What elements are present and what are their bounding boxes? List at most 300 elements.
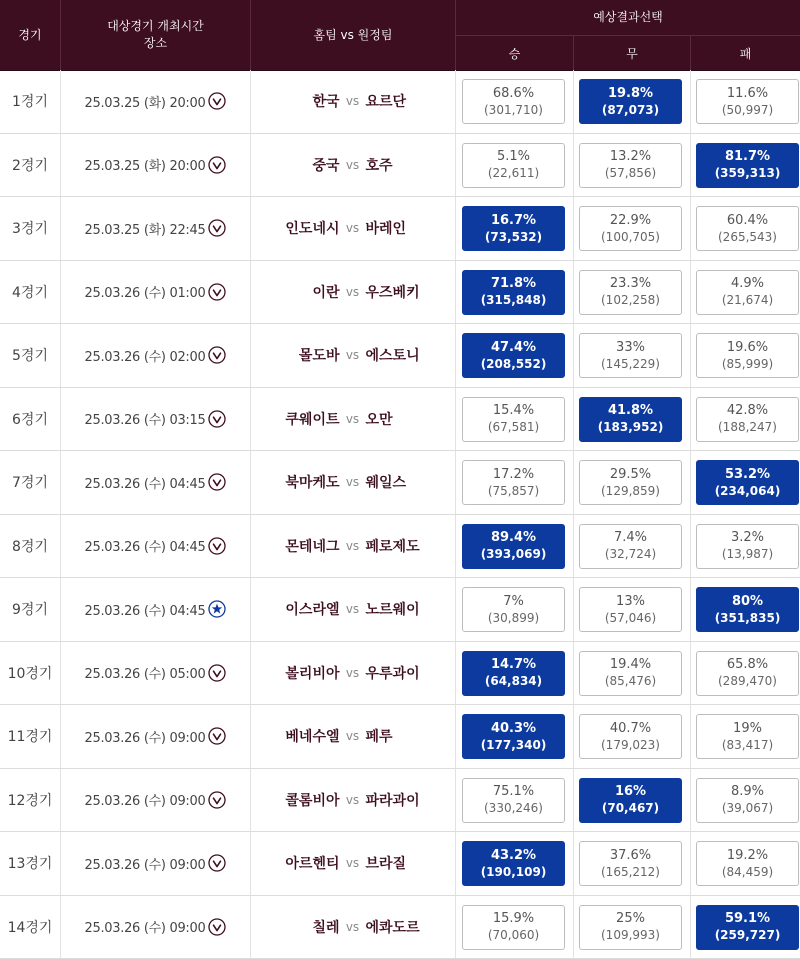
game-number: 6경기 xyxy=(0,388,60,451)
match-time xyxy=(61,578,250,641)
table-row xyxy=(0,261,800,325)
table-row xyxy=(0,70,800,134)
row-divider xyxy=(455,769,456,832)
match-time xyxy=(61,705,250,768)
match-teams xyxy=(251,451,454,514)
pick-count: (165,212) xyxy=(601,864,660,881)
pick-draw-button[interactable] xyxy=(579,333,682,378)
pick-lose-button[interactable] xyxy=(696,651,799,696)
pick-percent: 17.2% xyxy=(493,466,534,483)
pick-win-button[interactable] xyxy=(462,587,565,632)
pick-count: (73,532) xyxy=(485,229,542,246)
pick-lose-button[interactable] xyxy=(696,79,799,124)
header-predict: 예상결과선택 xyxy=(456,0,800,35)
row-divider xyxy=(690,261,691,324)
pick-count: (21,674) xyxy=(722,292,773,309)
pick-draw-button[interactable] xyxy=(579,397,682,442)
pick-count: (39,067) xyxy=(722,800,773,817)
pick-draw-button[interactable] xyxy=(579,587,682,632)
pick-percent: 37.6% xyxy=(610,847,651,864)
home-team: 몬테네그 xyxy=(254,536,340,556)
location-pin-icon[interactable] xyxy=(208,92,226,110)
match-time xyxy=(61,388,250,451)
header-time-label: 대상경기 개최시간 xyxy=(107,18,204,35)
pick-percent: 89.4% xyxy=(491,529,536,546)
pick-percent: 19% xyxy=(733,720,762,737)
pick-percent: 41.8% xyxy=(608,402,653,419)
pick-lose-button[interactable] xyxy=(696,778,799,823)
pick-percent: 11.6% xyxy=(727,85,768,102)
match-time xyxy=(61,70,250,133)
row-divider xyxy=(573,642,574,705)
row-divider xyxy=(573,197,574,260)
location-pin-icon[interactable] xyxy=(208,346,226,364)
pick-percent: 15.9% xyxy=(493,910,534,927)
table-row xyxy=(0,896,800,959)
pick-count: (13,987) xyxy=(722,546,773,563)
pick-percent: 42.8% xyxy=(727,402,768,419)
pick-count: (64,834) xyxy=(485,673,542,690)
game-number: 10경기 xyxy=(0,642,60,705)
location-pin-icon[interactable] xyxy=(208,727,226,745)
pick-count: (351,835) xyxy=(715,610,781,627)
match-teams xyxy=(251,70,454,133)
row-divider xyxy=(455,896,456,959)
pick-draw-button[interactable] xyxy=(579,651,682,696)
match-time-text: 25.03.25 (화) 20:00 xyxy=(85,92,206,111)
row-divider xyxy=(455,70,456,133)
away-team: 요르단 xyxy=(366,91,452,111)
pick-draw-button[interactable] xyxy=(579,524,682,569)
pick-win-button[interactable] xyxy=(462,651,565,696)
away-team: 에스토니 xyxy=(366,345,452,365)
away-team: 바레인 xyxy=(366,218,452,238)
row-divider xyxy=(455,197,456,260)
pick-win-button[interactable] xyxy=(462,79,565,124)
pick-win-button[interactable] xyxy=(462,778,565,823)
match-time xyxy=(61,769,250,832)
location-pin-icon[interactable] xyxy=(208,791,226,809)
match-time xyxy=(61,896,250,959)
pick-lose-button[interactable] xyxy=(696,333,799,378)
pick-lose-button[interactable] xyxy=(696,524,799,569)
vs-label: vs xyxy=(340,285,366,299)
row-divider xyxy=(690,769,691,832)
pick-count: (190,109) xyxy=(481,864,547,881)
match-teams xyxy=(251,578,454,641)
match-time-text: 25.03.26 (수) 09:00 xyxy=(85,917,206,936)
table-row xyxy=(0,705,800,769)
pick-win-button[interactable] xyxy=(462,143,565,188)
table-row xyxy=(0,134,800,198)
location-pin-icon[interactable] xyxy=(208,918,226,936)
vs-label: vs xyxy=(340,158,366,172)
row-divider xyxy=(573,324,574,387)
match-teams xyxy=(251,515,454,578)
row-divider xyxy=(455,705,456,768)
table-row xyxy=(0,769,800,833)
pick-percent: 7% xyxy=(503,593,524,610)
table-row xyxy=(0,451,800,515)
pick-draw-button[interactable] xyxy=(579,206,682,251)
pick-count: (85,476) xyxy=(605,673,656,690)
home-team: 칠레 xyxy=(254,917,340,937)
pick-count: (208,552) xyxy=(481,356,547,373)
location-pin-icon[interactable] xyxy=(208,283,226,301)
game-number: 2경기 xyxy=(0,134,60,197)
home-team: 몰도바 xyxy=(254,345,340,365)
pick-draw-button[interactable] xyxy=(579,270,682,315)
pick-count: (179,023) xyxy=(601,737,660,754)
pick-count: (67,581) xyxy=(488,419,539,436)
match-time-text: 25.03.26 (수) 01:00 xyxy=(85,282,206,301)
pick-count: (359,313) xyxy=(715,165,781,182)
match-teams xyxy=(251,388,454,451)
table-body xyxy=(0,70,800,959)
pick-percent: 14.7% xyxy=(491,656,536,673)
pick-win-button[interactable] xyxy=(462,714,565,759)
home-team: 이스라엘 xyxy=(254,599,340,619)
pick-count: (57,046) xyxy=(605,610,656,627)
vs-label: vs xyxy=(340,729,366,743)
match-teams xyxy=(251,769,454,832)
pick-percent: 53.2% xyxy=(725,466,770,483)
pick-count: (289,470) xyxy=(718,673,777,690)
pick-count: (70,467) xyxy=(602,800,659,817)
away-team: 페루 xyxy=(366,726,452,746)
row-divider xyxy=(573,134,574,197)
game-number: 9경기 xyxy=(0,578,60,641)
vs-label: vs xyxy=(340,94,366,108)
pick-win-button[interactable] xyxy=(462,270,565,315)
prediction-table xyxy=(0,0,800,71)
match-time-text: 25.03.26 (수) 04:45 xyxy=(85,536,206,555)
pick-percent: 16% xyxy=(615,783,646,800)
game-number: 12경기 xyxy=(0,769,60,832)
row-divider xyxy=(690,642,691,705)
away-team: 에콰도르 xyxy=(366,917,452,937)
match-time-text: 25.03.26 (수) 04:45 xyxy=(85,473,206,492)
pick-draw-button[interactable] xyxy=(579,905,682,950)
pick-percent: 19.2% xyxy=(727,847,768,864)
pick-percent: 13.2% xyxy=(610,148,651,165)
row-divider xyxy=(690,197,691,260)
pick-percent: 40.3% xyxy=(491,720,536,737)
row-divider xyxy=(573,705,574,768)
pick-draw-button[interactable] xyxy=(579,143,682,188)
home-team: 콜롬비아 xyxy=(254,790,340,810)
location-pin-icon[interactable] xyxy=(208,854,226,872)
pick-count: (85,999) xyxy=(722,356,773,373)
table-row xyxy=(0,642,800,706)
pick-win-button[interactable] xyxy=(462,397,565,442)
row-divider xyxy=(455,261,456,324)
away-team: 웨일스 xyxy=(366,472,452,492)
pick-percent: 40.7% xyxy=(610,720,651,737)
table-row xyxy=(0,388,800,452)
home-team: 한국 xyxy=(254,91,340,111)
header-venue-label: 장소 xyxy=(144,35,167,52)
pick-count: (87,073) xyxy=(602,102,659,119)
pick-percent: 4.9% xyxy=(731,275,764,292)
vs-label: vs xyxy=(340,856,366,870)
match-time-text: 25.03.25 (화) 20:00 xyxy=(85,155,206,174)
vs-label: vs xyxy=(340,539,366,553)
pick-percent: 68.6% xyxy=(493,85,534,102)
game-number: 3경기 xyxy=(0,197,60,260)
row-divider xyxy=(690,451,691,514)
pick-count: (145,229) xyxy=(601,356,660,373)
row-divider xyxy=(455,451,456,514)
match-time-text: 25.03.26 (수) 09:00 xyxy=(85,790,206,809)
pick-count: (265,543) xyxy=(718,229,777,246)
match-time xyxy=(61,261,250,324)
pick-percent: 19.8% xyxy=(608,85,653,102)
table-row xyxy=(0,324,800,388)
pick-draw-button[interactable] xyxy=(579,778,682,823)
table-row xyxy=(0,515,800,579)
home-team: 인도네시 xyxy=(254,218,340,238)
table-header xyxy=(0,0,800,71)
game-number: 7경기 xyxy=(0,451,60,514)
pick-percent: 65.8% xyxy=(727,656,768,673)
row-divider xyxy=(690,578,691,641)
game-number: 11경기 xyxy=(0,705,60,768)
match-teams xyxy=(251,896,454,959)
pick-percent: 60.4% xyxy=(727,212,768,229)
vs-label: vs xyxy=(340,475,366,489)
match-time-text: 25.03.26 (수) 03:15 xyxy=(85,409,206,428)
pick-draw-button[interactable] xyxy=(579,79,682,124)
row-divider xyxy=(573,832,574,895)
location-pin-icon[interactable] xyxy=(208,410,226,428)
pick-count: (129,859) xyxy=(601,483,660,500)
match-time-text: 25.03.26 (수) 02:00 xyxy=(85,346,206,365)
vs-label: vs xyxy=(340,348,366,362)
pick-percent: 19.6% xyxy=(727,339,768,356)
pick-count: (83,417) xyxy=(722,737,773,754)
header-time-venue xyxy=(61,0,250,70)
pick-count: (330,246) xyxy=(484,800,543,817)
pick-percent: 13% xyxy=(616,593,645,610)
pick-win-button[interactable] xyxy=(462,206,565,251)
pick-percent: 22.9% xyxy=(610,212,651,229)
match-teams xyxy=(251,261,454,324)
vs-label: vs xyxy=(340,920,366,934)
table-row xyxy=(0,578,800,642)
row-divider xyxy=(690,705,691,768)
pick-lose-button[interactable] xyxy=(696,206,799,251)
row-divider xyxy=(573,578,574,641)
pick-lose-button[interactable] xyxy=(696,905,799,950)
away-team: 브라질 xyxy=(366,853,452,873)
match-teams xyxy=(251,197,454,260)
row-divider xyxy=(690,324,691,387)
match-time xyxy=(61,451,250,514)
match-time-text: 25.03.25 (화) 22:45 xyxy=(85,219,206,238)
pick-win-button[interactable] xyxy=(462,841,565,886)
home-team: 쿠웨이트 xyxy=(254,409,340,429)
game-number: 8경기 xyxy=(0,515,60,578)
row-divider xyxy=(455,578,456,641)
pick-count: (70,060) xyxy=(488,927,539,944)
row-divider xyxy=(690,515,691,578)
home-team: 이란 xyxy=(254,282,340,302)
game-number: 1경기 xyxy=(0,70,60,133)
vs-label: vs xyxy=(340,221,366,235)
match-time-text: 25.03.26 (수) 09:00 xyxy=(85,854,206,873)
pick-lose-button[interactable] xyxy=(696,460,799,505)
pick-percent: 59.1% xyxy=(725,910,770,927)
pick-count: (188,247) xyxy=(718,419,777,436)
match-teams xyxy=(251,324,454,387)
pick-percent: 23.3% xyxy=(610,275,651,292)
match-time xyxy=(61,324,250,387)
row-divider xyxy=(455,642,456,705)
pick-percent: 8.9% xyxy=(731,783,764,800)
match-time-text: 25.03.26 (수) 05:00 xyxy=(85,663,206,682)
match-teams xyxy=(251,832,454,895)
away-team: 호주 xyxy=(366,155,452,175)
match-teams xyxy=(251,642,454,705)
row-divider xyxy=(690,70,691,133)
row-divider xyxy=(573,70,574,133)
row-divider xyxy=(690,896,691,959)
pick-lose-button[interactable] xyxy=(696,714,799,759)
pick-win-button[interactable] xyxy=(462,460,565,505)
pick-lose-button[interactable] xyxy=(696,270,799,315)
row-divider xyxy=(573,769,574,832)
pick-count: (259,727) xyxy=(715,927,781,944)
pick-count: (177,340) xyxy=(481,737,547,754)
pick-win-button[interactable] xyxy=(462,333,565,378)
row-divider xyxy=(455,832,456,895)
pick-count: (57,856) xyxy=(605,165,656,182)
pick-draw-button[interactable] xyxy=(579,841,682,886)
away-team: 페로제도 xyxy=(366,536,452,556)
match-time xyxy=(61,134,250,197)
game-number: 14경기 xyxy=(0,896,60,959)
pick-win-button[interactable] xyxy=(462,905,565,950)
pick-lose-button[interactable] xyxy=(696,397,799,442)
pick-percent: 43.2% xyxy=(491,847,536,864)
row-divider xyxy=(573,515,574,578)
vs-label: vs xyxy=(340,412,366,426)
pick-count: (22,611) xyxy=(488,165,539,182)
vs-label: vs xyxy=(340,602,366,616)
vs-label: vs xyxy=(340,666,366,680)
pick-draw-button[interactable] xyxy=(579,460,682,505)
pick-count: (315,848) xyxy=(481,292,547,309)
pick-percent: 15.4% xyxy=(493,402,534,419)
pick-lose-button[interactable] xyxy=(696,587,799,632)
pick-percent: 29.5% xyxy=(610,466,651,483)
pick-percent: 80% xyxy=(732,593,763,610)
row-divider xyxy=(455,134,456,197)
row-divider xyxy=(455,388,456,451)
pick-percent: 19.4% xyxy=(610,656,651,673)
home-team: 베네수엘 xyxy=(254,726,340,746)
location-pin-icon[interactable] xyxy=(208,156,226,174)
match-time xyxy=(61,515,250,578)
row-divider xyxy=(455,324,456,387)
pick-count: (109,993) xyxy=(601,927,660,944)
row-divider xyxy=(455,515,456,578)
pick-count: (32,724) xyxy=(605,546,656,563)
match-time xyxy=(61,197,250,260)
away-team: 오만 xyxy=(366,409,452,429)
table-row xyxy=(0,197,800,261)
pick-count: (102,258) xyxy=(601,292,660,309)
row-divider xyxy=(573,896,574,959)
row-divider xyxy=(690,388,691,451)
header-teams: 홈팀 vs 원정팀 xyxy=(251,0,455,70)
row-divider xyxy=(690,832,691,895)
pick-lose-button[interactable] xyxy=(696,841,799,886)
pick-percent: 33% xyxy=(616,339,645,356)
match-time-text: 25.03.26 (수) 04:45 xyxy=(85,600,206,619)
pick-percent: 47.4% xyxy=(491,339,536,356)
row-divider xyxy=(573,261,574,324)
pick-percent: 81.7% xyxy=(725,148,770,165)
location-pin-icon[interactable] xyxy=(208,473,226,491)
pick-count: (301,710) xyxy=(484,102,543,119)
row-divider xyxy=(573,451,574,514)
pick-percent: 25% xyxy=(616,910,645,927)
pick-count: (183,952) xyxy=(598,419,664,436)
header-lose: 패 xyxy=(691,36,800,70)
away-team: 파라과이 xyxy=(366,790,452,810)
pick-percent: 7.4% xyxy=(614,529,647,546)
pick-count: (100,705) xyxy=(601,229,660,246)
match-teams xyxy=(251,705,454,768)
table-row xyxy=(0,832,800,896)
header-win: 승 xyxy=(456,36,573,70)
pick-percent: 71.8% xyxy=(491,275,536,292)
pick-percent: 3.2% xyxy=(731,529,764,546)
away-team: 우즈베키 xyxy=(366,282,452,302)
pick-count: (50,997) xyxy=(722,102,773,119)
match-time-text: 25.03.26 (수) 09:00 xyxy=(85,727,206,746)
pick-percent: 16.7% xyxy=(491,212,536,229)
pick-count: (75,857) xyxy=(488,483,539,500)
game-number: 5경기 xyxy=(0,324,60,387)
pick-count: (393,069) xyxy=(481,546,547,563)
row-divider xyxy=(573,388,574,451)
header-game: 경기 xyxy=(0,0,60,70)
star-pin-icon[interactable] xyxy=(208,600,226,618)
match-time xyxy=(61,642,250,705)
location-pin-icon[interactable] xyxy=(208,219,226,237)
away-team: 노르웨이 xyxy=(366,599,452,619)
pick-win-button[interactable] xyxy=(462,524,565,569)
location-pin-icon[interactable] xyxy=(208,664,226,682)
game-number: 13경기 xyxy=(0,832,60,895)
pick-count: (84,459) xyxy=(722,864,773,881)
match-teams xyxy=(251,134,454,197)
header-draw: 무 xyxy=(574,36,690,70)
pick-lose-button[interactable] xyxy=(696,143,799,188)
pick-draw-button[interactable] xyxy=(579,714,682,759)
home-team: 중국 xyxy=(254,155,340,175)
location-pin-icon[interactable] xyxy=(208,537,226,555)
pick-percent: 5.1% xyxy=(497,148,530,165)
row-divider xyxy=(690,134,691,197)
home-team: 볼리비아 xyxy=(254,663,340,683)
game-number: 4경기 xyxy=(0,261,60,324)
home-team: 북마케도 xyxy=(254,472,340,492)
away-team: 우루과이 xyxy=(366,663,452,683)
